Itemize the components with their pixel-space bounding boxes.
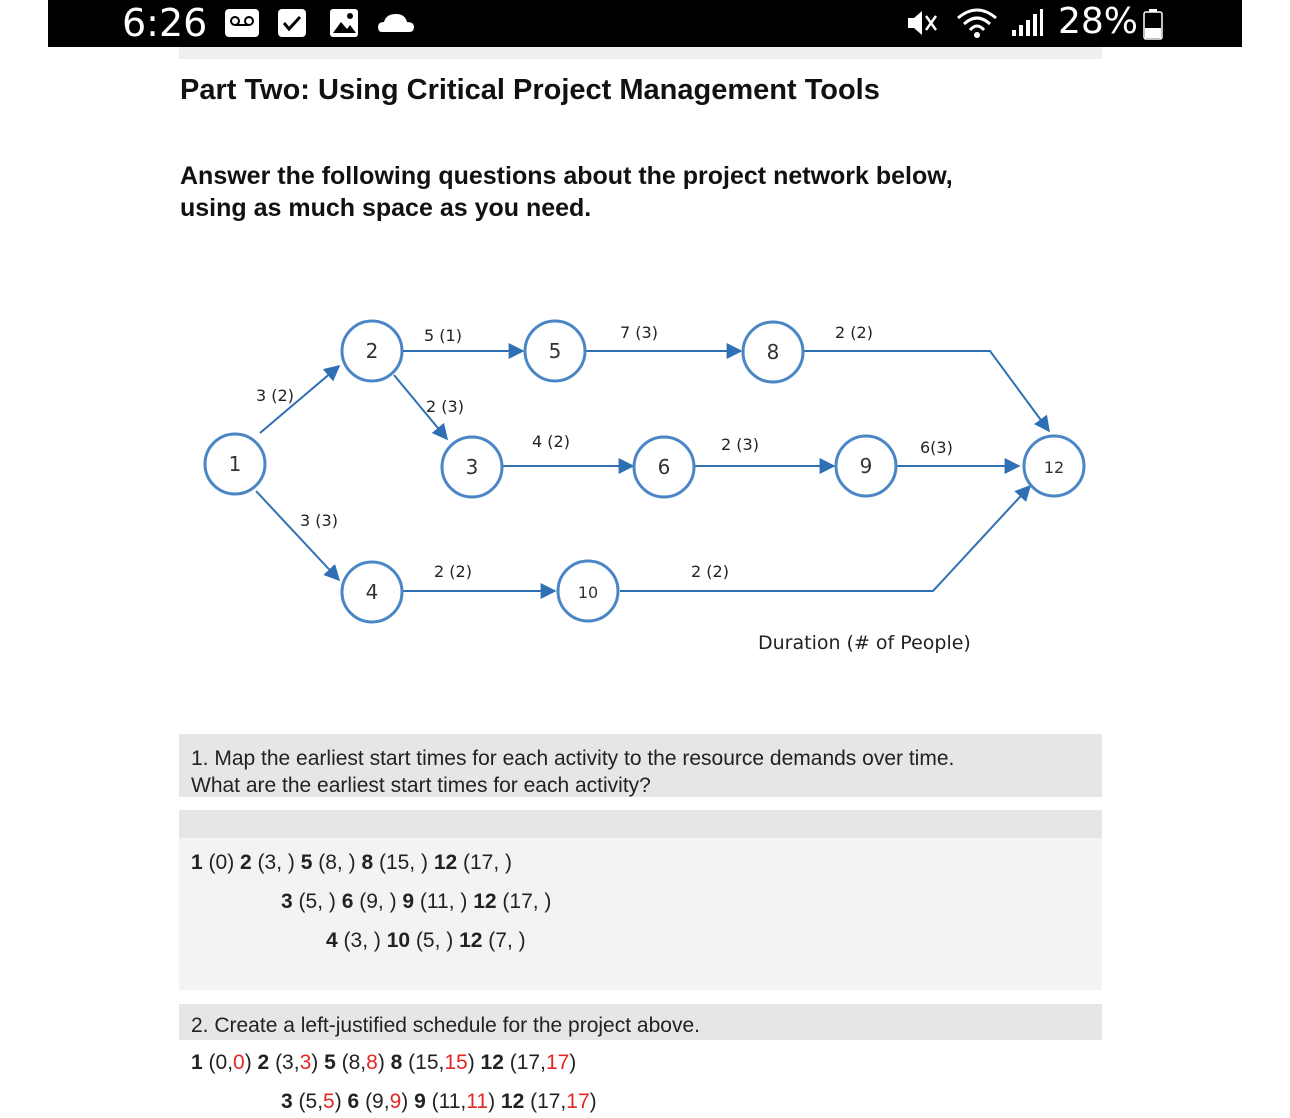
schedule-close: ) bbox=[334, 1090, 348, 1113]
activity-start: (9, ) bbox=[353, 890, 403, 913]
answer-1-header-strip bbox=[179, 810, 1102, 838]
activity-start: (7, ) bbox=[482, 929, 526, 952]
schedule-late-start: 17 bbox=[566, 1090, 590, 1113]
node-label-8: 8 bbox=[766, 340, 780, 364]
wifi-icon bbox=[956, 8, 998, 40]
activity-number: 8 bbox=[390, 1051, 403, 1074]
activity-start: (3, ) bbox=[337, 929, 387, 952]
signal-icon bbox=[1010, 8, 1044, 38]
activity-number: 12 bbox=[433, 851, 458, 874]
activity-number: 3 bbox=[281, 1090, 293, 1113]
gallery-icon bbox=[329, 8, 359, 38]
instructions-line-2: using as much space as you need. bbox=[180, 194, 592, 222]
edge-label-1-to-4: 3 (3) bbox=[300, 511, 338, 530]
voicemail-icon bbox=[224, 8, 260, 38]
node-label-12: 12 bbox=[1043, 458, 1065, 477]
network-legend: Duration (# of People) bbox=[758, 632, 971, 654]
schedule-open: (0, bbox=[202, 1051, 234, 1074]
activity-number: 2 bbox=[257, 1051, 270, 1074]
node-10 bbox=[558, 561, 618, 621]
schedule-late-start: 3 bbox=[299, 1051, 312, 1074]
activity-start: (0) bbox=[202, 851, 241, 874]
activity-number: 12 bbox=[459, 929, 483, 952]
answer-1-row-3 bbox=[326, 929, 526, 953]
check-box-icon bbox=[277, 8, 307, 38]
activity-start: (17, ) bbox=[496, 890, 552, 913]
schedule-close: ) bbox=[589, 1090, 597, 1113]
activity-number: 12 bbox=[473, 890, 497, 913]
activity-number: 5 bbox=[300, 851, 313, 874]
activity-start: (5, ) bbox=[292, 890, 342, 913]
node-label-4: 4 bbox=[365, 580, 379, 604]
activity-number: 6 bbox=[341, 890, 354, 913]
activity-number: 8 bbox=[361, 851, 374, 874]
edge-8-to-12 bbox=[804, 351, 1049, 431]
schedule-late-start: 0 bbox=[233, 1051, 245, 1074]
edge-label-2-to-5: 5 (1) bbox=[424, 326, 462, 345]
node-8 bbox=[743, 322, 803, 382]
edge-10-to-12 bbox=[620, 486, 1030, 591]
schedule-late-start: 17 bbox=[545, 1051, 570, 1074]
answer-2-row-1 bbox=[191, 1051, 576, 1075]
activity-number: 3 bbox=[281, 890, 293, 913]
status-bar bbox=[48, 0, 1242, 47]
node-label-3: 3 bbox=[465, 455, 479, 479]
activity-start: (5, ) bbox=[410, 929, 460, 952]
schedule-open: (3, bbox=[269, 1051, 300, 1074]
schedule-open: (17, bbox=[524, 1090, 567, 1113]
node-9 bbox=[836, 436, 896, 496]
activity-number: 1 bbox=[191, 851, 203, 874]
schedule-open: (9, bbox=[359, 1090, 390, 1113]
node-label-10: 10 bbox=[577, 583, 599, 602]
node-label-2: 2 bbox=[365, 339, 379, 363]
node-4 bbox=[342, 562, 402, 622]
node-label-1: 1 bbox=[228, 452, 242, 476]
node-2 bbox=[342, 321, 402, 381]
schedule-late-start: 5 bbox=[323, 1090, 335, 1113]
battery-percent: 28% bbox=[1058, 1, 1139, 42]
edge-label-10-to-12: 2 (2) bbox=[691, 562, 729, 581]
battery-icon bbox=[1142, 8, 1164, 40]
schedule-close: ) bbox=[488, 1090, 501, 1113]
activity-number: 12 bbox=[500, 1090, 525, 1113]
instructions bbox=[180, 160, 953, 224]
schedule-close: ) bbox=[401, 1090, 415, 1113]
activity-number: 9 bbox=[402, 890, 415, 913]
schedule-late-start: 11 bbox=[466, 1090, 489, 1113]
edge-label-9-to-12: 6(3) bbox=[920, 438, 953, 457]
node-6 bbox=[634, 437, 694, 497]
activity-number: 6 bbox=[347, 1090, 360, 1113]
schedule-close: ) bbox=[244, 1051, 258, 1074]
activity-number: 9 bbox=[414, 1090, 426, 1113]
activity-number: 4 bbox=[326, 929, 338, 952]
edge-label-3-to-6: 4 (2) bbox=[532, 432, 570, 451]
activity-number: 10 bbox=[386, 929, 411, 952]
schedule-late-start: 15 bbox=[444, 1051, 468, 1074]
edge-1-to-4 bbox=[256, 491, 339, 580]
schedule-open: (8, bbox=[335, 1051, 367, 1074]
question-1-line-2: What are the earliest start times for each activity? bbox=[191, 774, 651, 797]
activity-start: (8, ) bbox=[312, 851, 362, 874]
node-label-9: 9 bbox=[859, 454, 873, 478]
activity-start: (11, ) bbox=[414, 890, 474, 913]
node-12 bbox=[1024, 436, 1084, 496]
edge-label-6-to-9: 2 (3) bbox=[721, 435, 759, 454]
activity-start: (3, ) bbox=[251, 851, 301, 874]
schedule-close: ) bbox=[377, 1051, 391, 1074]
instructions-line-1: Answer the following questions about the project network below, bbox=[180, 162, 953, 190]
question-1-line-1: 1. Map the earliest start times for each activity to the resource demands over time. bbox=[191, 747, 955, 770]
activity-start: (17, ) bbox=[457, 851, 513, 874]
activity-number: 2 bbox=[240, 851, 252, 874]
node-label-5: 5 bbox=[548, 339, 562, 363]
activity-number: 5 bbox=[324, 1051, 336, 1074]
question-2: 2. Create a left-justified schedule for the project above. bbox=[191, 1014, 700, 1037]
node-1 bbox=[205, 434, 265, 494]
node-5 bbox=[525, 321, 585, 381]
schedule-close: ) bbox=[569, 1051, 577, 1074]
schedule-late-start: 8 bbox=[366, 1051, 378, 1074]
schedule-open: (5, bbox=[292, 1090, 324, 1113]
edge-label-1-to-2: 3 (2) bbox=[256, 386, 294, 405]
schedule-late-start: 9 bbox=[389, 1090, 402, 1113]
mute-icon bbox=[904, 8, 938, 38]
answer-2-row-2 bbox=[281, 1090, 597, 1114]
edge-label-2-to-3: 2 (3) bbox=[426, 397, 464, 416]
node-label-6: 6 bbox=[657, 455, 671, 479]
schedule-open: (15, bbox=[402, 1051, 445, 1074]
schedule-close: ) bbox=[311, 1051, 325, 1074]
activity-start: (15, ) bbox=[373, 851, 434, 874]
status-time: 6:26 bbox=[122, 1, 208, 45]
schedule-open: (11, bbox=[425, 1090, 467, 1113]
project-network-diagram bbox=[190, 300, 1100, 670]
edge-label-4-to-10: 2 (2) bbox=[434, 562, 472, 581]
node-3 bbox=[442, 437, 502, 497]
page-title: Part Two: Using Critical Project Management Tools bbox=[180, 74, 880, 106]
schedule-close: ) bbox=[467, 1051, 481, 1074]
schedule-open: (17, bbox=[503, 1051, 546, 1074]
activity-number: 1 bbox=[191, 1051, 203, 1074]
answer-1-row-2 bbox=[281, 890, 551, 914]
question-1 bbox=[191, 745, 954, 799]
activity-number: 12 bbox=[480, 1051, 504, 1074]
answer-1-row-1 bbox=[191, 851, 512, 875]
page-top-strip bbox=[179, 47, 1102, 59]
edge-label-8-to-12: 2 (2) bbox=[835, 323, 873, 342]
cloud-icon bbox=[376, 8, 416, 38]
edge-label-5-to-8: 7 (3) bbox=[620, 323, 658, 342]
